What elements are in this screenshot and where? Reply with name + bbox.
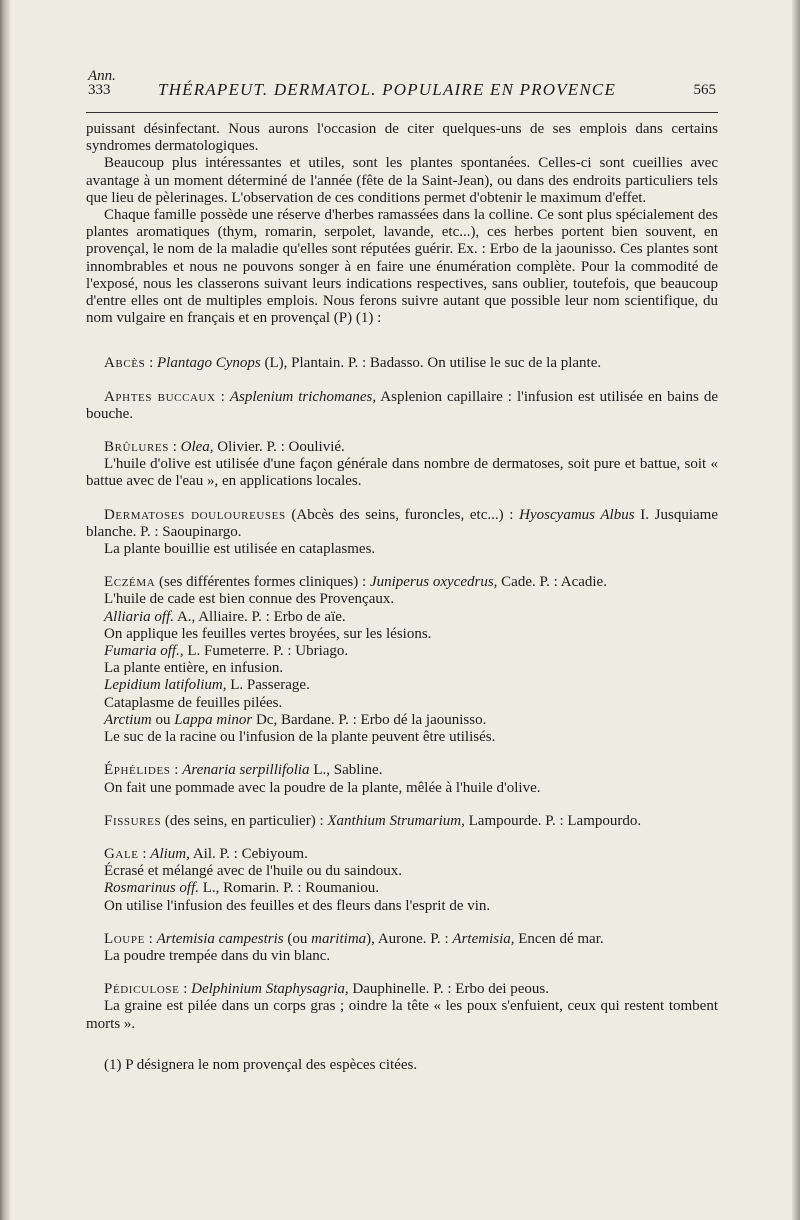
entry-term: Loupe	[104, 930, 145, 947]
scientific-name: Artemisia,	[452, 930, 515, 947]
scientific-name: Rosmarinus off.	[104, 880, 200, 897]
entry-pediculose: Pédiculose : Delphinium Staphysagria, Dauphinelle. P. : Erbo dei peous.	[104, 981, 550, 998]
entry-loupe-usage: La poudre trempée dans du vin blanc.	[104, 947, 331, 964]
scientific-name: maritima	[311, 930, 367, 947]
eczema-line: Alliaria off. A., Alliaire. P. : Erbo de aïe.	[104, 608, 346, 625]
entry-brulures-usage: L'huile d'olive est utilisée d'une façon générale dans nombre de dermatoses, soit pure et battue, soit « battue avec de l'eau », en applications locales.	[86, 456, 718, 490]
scientific-name: Asplenium trichomanes,	[229, 388, 377, 405]
book-spine-edge	[0, 0, 10, 1220]
eczema-line: La plante entière, en infusion.	[104, 660, 284, 677]
scientific-name: Alliaria off.	[104, 608, 175, 625]
eczema-line: Lepidium latifolium, L. Passerage.	[104, 677, 310, 694]
scientific-name: Arctium	[104, 711, 152, 728]
eczema-line: On applique les feuilles vertes broyées, sur les lésions.	[104, 625, 432, 642]
entry-ephelides: Éphélides : Arenaria serpillifolia L., Sabline.	[104, 762, 383, 779]
entry-eczema: Eczéma (ses différentes formes cliniques) : Juniperus oxycedrus, Cade. P. : Acadie.	[104, 574, 607, 591]
eczema-line: Arctium ou Lappa minor Dc, Bardane. P. : Erbo dé la jaounisso.	[104, 711, 487, 728]
journal-abbrev: Ann.	[88, 68, 116, 84]
entry-term: Éphélides	[104, 762, 171, 779]
entry-loupe: Loupe : Artemisia campestris (ou maritima), Aurone. P. : Artemisia, Encen dé mar.	[104, 930, 604, 947]
scientific-name: Arenaria serpillifolia	[182, 762, 310, 779]
gale-line: Rosmarinus off. L., Romarin. P. : Roumaniou.	[104, 880, 380, 897]
entry-term: Eczéma	[104, 574, 156, 591]
intro-paragraph-1: puissant désinfectant. Nous aurons l'occasion de citer quelques-uns de ses emplois dans certains syndromes dermatologiques.	[86, 121, 718, 155]
intro-paragraph-3: Chaque famille possède une réserve d'herbes ramassées dans la colline. Ce sont plus spécialement des plantes aromatiques (thym, romarin, serpolet, lavande, etc...), ces herbes portent bien souvent, en provençal, le nom de la maladie qu'elles sont réputées guérir. Ex. : Erbo de la jaounisso. Ces plantes sont innombrables et nous ne pouvons songer à en faire une énumération complète. Pour la commodité de l'exposé, nous les classerons suivant leurs indications respectives, sans oublier, toutefois, que beaucoup d'entre elles ont de multiples emplois. Nous ferons suivre autant que possible leur nom scientifique, du nom vulgaire en français et en provençal (P) (1) :	[86, 207, 718, 327]
entry-term: Aphtes buccaux	[104, 388, 216, 405]
entry-fissures: Fissures (des seins, en particulier) : Xanthium Strumarium, Lampourde. P. : Lampourdo.	[104, 812, 642, 829]
footnote: (1) P désignera le nom provençal des espèces citées.	[104, 1056, 418, 1073]
scientific-name: Delphinium Staphysagria,	[191, 981, 349, 998]
entry-term: Gale	[104, 845, 139, 862]
scientific-name: Hyoscyamus Albus	[519, 506, 635, 523]
eczema-line: L'huile de cade est bien connue des Provençaux.	[104, 591, 395, 608]
entry-dermatoses: Dermatoses douloureuses (Abcès des seins, furoncles, etc...) : Hyoscyamus Albus I. Jusquiame blanche. P. : Saoupinargo.	[86, 506, 719, 540]
running-head	[86, 68, 718, 108]
scientific-name: Olea,	[180, 439, 214, 456]
entry-pediculose-usage: La graine est pilée dans un corps gras ; oindre la tête « les poux s'enfuient, ceux qui restent tombent morts ».	[86, 998, 718, 1032]
entry-abces: Abcès : Plantago Cynops (L), Plantain. P. : Badasso. On utilise le suc de la plante.	[104, 355, 602, 372]
entry-term: Dermatoses douloureuses	[104, 506, 286, 523]
scientific-name: Lappa minor	[174, 711, 253, 728]
header-rule	[86, 112, 718, 113]
gale-line: Écrasé et mélangé avec de l'huile ou du saindoux.	[104, 863, 403, 880]
entry-brulures: Brûlures : Olea, Olivier. P. : Ooulivié.	[104, 439, 345, 456]
entry-dermatoses-usage: La plante bouillie est utilisée en cataplasmes.	[104, 541, 376, 558]
gale-line: On utilise l'infusion des feuilles et des fleurs dans l'esprit de vin.	[104, 897, 491, 914]
entry-term: Fissures	[104, 812, 162, 829]
scientific-name: Alium,	[150, 845, 190, 862]
entry-term: Brûlures	[104, 439, 169, 456]
scientific-name: Plantago Cynops	[157, 355, 261, 372]
entry-gale: Gale : Alium, Ail. P. : Cebiyoum.	[104, 845, 308, 862]
article-number: 333	[88, 82, 111, 98]
scientific-name: Xanthium Strumarium,	[327, 812, 465, 829]
page-right-edge	[792, 0, 800, 1220]
page-number: 565	[693, 82, 716, 98]
entry-ephelides-usage: On fait une pommade avec la poudre de la plante, mêlée à l'huile d'olive.	[104, 779, 541, 796]
scientific-name: Lepidium latifolium,	[104, 677, 227, 694]
entry-term: Pédiculose	[104, 981, 180, 998]
intro-paragraph-2: Beaucoup plus intéressantes et utiles, sont les plantes spontanées. Celles-ci sont cueillies avec avantage à un moment déterminé de l'année (fête de la Saint-Jean), ou dans des endroits particuliers tels que lieu de pèlerinages. L'observation de ces conditions permet d'obtenir le maximum d'effet.	[86, 155, 718, 206]
running-title: THÉRAPEUT. DERMATOL. POPULAIRE EN PROVENCE	[158, 80, 617, 99]
eczema-line: Cataplasme de feuilles pilées.	[104, 694, 283, 711]
eczema-line: Fumaria off., L. Fumeterre. P. : Ubriago.	[104, 643, 349, 660]
entry-aphtes: Aphtes buccaux : Asplenium trichomanes, Asplenion capillaire : l'infusion est utilisée en bains de bouche.	[86, 388, 719, 422]
eczema-line: Le suc de la racine ou l'infusion de la plante peuvent être utilisés.	[104, 729, 496, 746]
page-body	[86, 68, 718, 1074]
entry-term: Abcès	[104, 355, 146, 372]
scientific-name: Artemisia campestris	[156, 930, 284, 947]
scientific-name: Fumaria off.,	[104, 643, 184, 660]
scientific-name: Juniperus oxycedrus,	[369, 574, 498, 591]
